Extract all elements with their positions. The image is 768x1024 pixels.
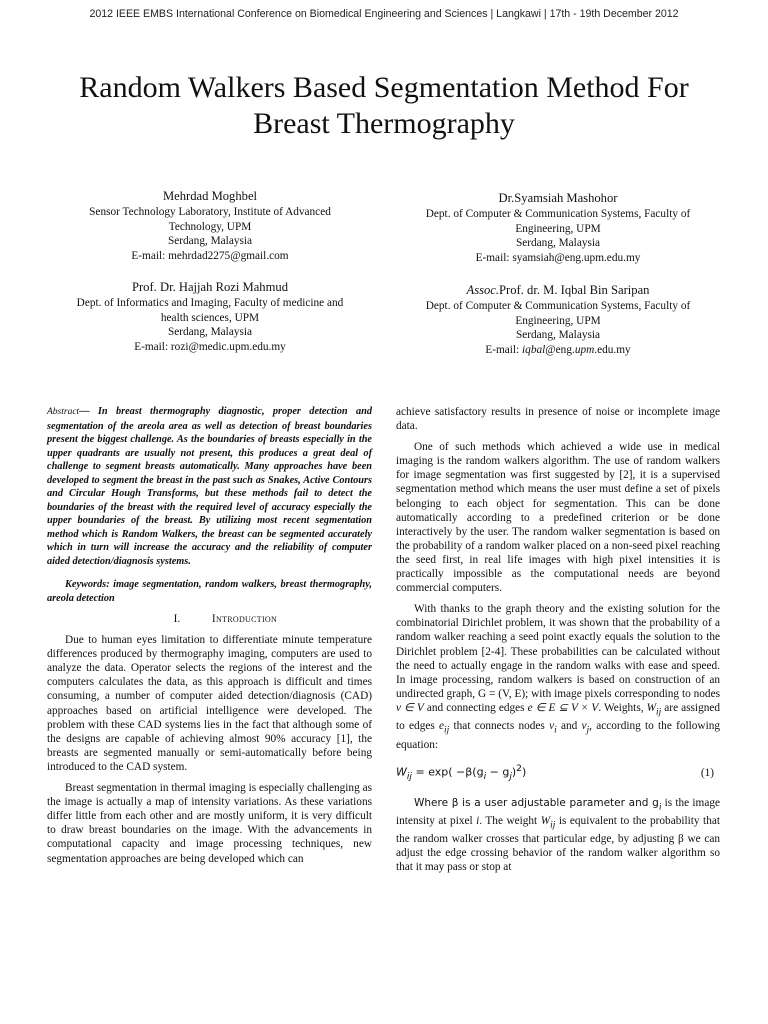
author-affiliation: health sciences, UPM	[160, 311, 260, 324]
author-name	[388, 282, 728, 298]
running-header: 2012 IEEE EMBS International Conference on Biomedical Engineering and Sciences | Langkawi | 17th - 19th December 2012	[89, 8, 679, 20]
right-paragraph-3: Where β is a user adjustable parameter and $g_i$ is the image intensity at pixel i. The weight $W_{ij}$ is equivalent to the probability that the random walker crosses that particular edge, by adjusting β we can adjust the edge crossing behavior of the random walker algorithm so that it may pass or stop at	[396, 796, 721, 874]
author-name: Dr.Syamsiah Mashohor	[498, 191, 618, 205]
section-heading	[47, 612, 372, 626]
abstract	[47, 405, 372, 568]
author-affiliation: Engineering, UPM	[515, 314, 601, 327]
intro-paragraph-1: Due to human eyes limitation to differentiate minute temperature differences produced by thermography imaging, computers are used to analyze the data. Operator selects the regions of the interest and the computers calculates the data, as this approach is difficult and times consuming, a number of computer aided detection/diagnosis (CAD) approaches based on artificial intelligence were developed. The problem with these CAD systems lies in the fact that although some of the designs are capable of achieving almost 90% accuracy [1], the breasts are segmented manually or semi-automatically before being introduced to the CAD system.	[47, 634, 372, 773]
author-affiliation: Engineering, UPM	[515, 222, 601, 235]
equation-body: $W_{ij} = \exp( -\beta(g_i - g_j)^2)$	[396, 762, 527, 782]
abstract-text: — In breast thermography diagnostic, proper detection and segmentation of the areola area as well as detection of breast boundaries present the biggest challenge. As the boundaries of breasts especially in the upper quadrants are usually not present, this produces a great deal of challenge to segment breasts automatically. Many approaches have been developed to segment the breast in the past such as Snakes, Active Contours and Circular Hough Transforms, but these methods fail to detect the boundaries of the breast with the required level of accuracy especially the upper boundaries of the breast. By utilizing most recent segmentation method which is Random Walkers, the breast can be segmented accurately which in turn will increase the accuracy and the reliability of computer aided detection/diagnosis systems.	[47, 406, 372, 567]
right-column	[396, 405, 720, 882]
author-email: E-mail: rozi@medic.upm.edu.my	[134, 340, 286, 353]
author-email: E-mail: mehrdad2275@gmail.com	[131, 249, 289, 262]
author-affiliation: Sensor Technology Laboratory, Institute of Advanced	[89, 206, 331, 218]
author-block-4	[388, 282, 728, 357]
title-line-2: Breast Thermography	[253, 107, 515, 140]
author-affiliation: Technology, UPM	[168, 220, 252, 233]
author-email: E-mail: iqbal@eng.upm.edu.my	[485, 343, 631, 356]
section-title: Introduction	[211, 613, 278, 625]
author-email: E-mail: syamsiah@eng.upm.edu.my	[475, 251, 641, 264]
author-affiliation: Dept. of Informatics and Imaging, Faculty of medicine and	[76, 297, 344, 309]
author-block-3	[40, 279, 380, 354]
author-name-text: Prof. dr. M. Iqbal Bin Saripan	[499, 283, 650, 297]
right-paragraph-1: One of such methods which achieved a wide use in medical imaging is the random walkers algorithm. The use of random walkers for image segmentation was first suggested by [2], it is a supervised segmentation method which means the user must define a set of pixels belonging to each object for segmentation. This can be done automatically according to a predefined criterion or be done interactively by the user. The random walker segmentation is based on the probability of a random walker placed on a non-seed pixel reaching the seed first, in real life images with high pixel intensities it is practically impossible as the computational needs are beyond commercial computers.	[396, 441, 720, 595]
equation-1	[396, 762, 720, 784]
right-paragraph-0: achieve satisfactory results in presence of noise or incomplete image data.	[396, 406, 720, 433]
author-name: Mehrdad Moghbel	[162, 189, 258, 203]
author-location: Serdang, Malaysia	[515, 329, 601, 342]
author-block-2	[388, 190, 728, 265]
author-location: Serdang, Malaysia	[515, 237, 601, 250]
author-name-prefix: Assoc.	[466, 283, 500, 297]
paper-title	[40, 70, 728, 142]
author-location: Serdang, Malaysia	[167, 235, 253, 248]
author-name: Prof. Dr. Hajjah Rozi Mahmud	[131, 280, 288, 294]
left-column	[47, 405, 372, 873]
abstract-label: Abstract	[47, 407, 80, 417]
author-affiliation: Dept. of Computer & Communication Systems, Faculty of	[425, 300, 691, 312]
keywords: Keywords: image segmentation, random walkers, breast thermography, areola detection	[47, 579, 372, 604]
title-line-1: Random Walkers Based Segmentation Method For	[79, 71, 689, 104]
author-affiliation: Dept. of Computer & Communication Systems, Faculty of	[425, 208, 691, 220]
author-location: Serdang, Malaysia	[167, 326, 253, 339]
equation-number: (1)	[700, 766, 714, 779]
right-paragraph-2: With thanks to the graph theory and the existing solution for the combinatorial Dirichlet problem, it was shown that the probability of a random walker reaching a seed point exactly equals the solution to the Dirichlet problem [2-4]. These probabilities can be calculated without the need to actually engage in the random walks with ease and speed. In image processing, random walkers is based on construction of an undirected graph, G = (V, E); with image pixels corresponding to nodes v ∈ V and connecting edges e ∈ E ⊆ V × V. Weights, $W_{ij}$ are assigned to edges $e_{ij}$ that connects nodes $v_i$ and $v_j$, according to the following equation:	[396, 603, 721, 751]
section-number: I.	[173, 613, 181, 625]
author-block-1	[40, 188, 380, 263]
intro-paragraph-2: Breast segmentation in thermal imaging is especially challenging as the image is actually a map of intensity variations. As these variations differ little from each other and are mostly uniform, it is very difficult to draw breast boundaries on the image. With the advancements in computational capacity and image processing techniques, new segmentation approaches are being developed which can	[47, 782, 372, 865]
